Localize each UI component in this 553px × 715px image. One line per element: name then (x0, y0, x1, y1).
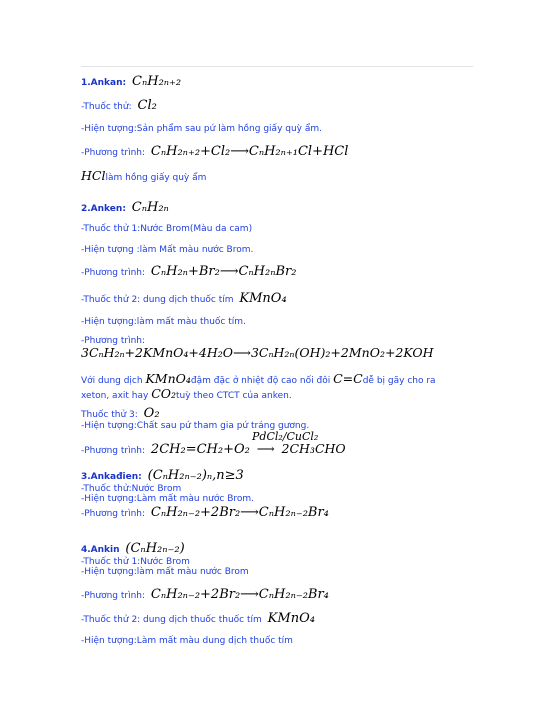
anken-phenomenon2: -Hiện tượng:làm mất màu thuốc tím. (81, 317, 246, 327)
ankan-reagent-line (81, 100, 157, 113)
anken-note-d: xeton, axit hay (81, 391, 149, 401)
ankan-equation: CₙH₂ₙ₊₂+Cl₂⟶CₙH₂ₙ₊₁Cl+HCl (150, 144, 349, 159)
ankadien-equation-line (81, 507, 329, 520)
anken-eq-label3: -Phương trình: (81, 446, 146, 456)
ankadien-formula: (CₙH₂ₙ₋₂)ₙ,n≥3 (147, 468, 244, 483)
anken-note-c: dễ bị gãy cho ra (362, 376, 436, 386)
ankadien-reagent: -Thuốc thử:Nước Brom (81, 484, 182, 494)
anken-phenomenon1: -Hiện tượng :làm Mất màu nước Brom. (81, 245, 254, 255)
anken-reagent3-line (81, 408, 160, 421)
anken-eq-label2: -Phương trình: (81, 336, 146, 346)
anken-note-formula: KMnO₄ (145, 371, 191, 386)
anken-note-co2: CO₂ (151, 386, 177, 401)
ankin-reagent2: -Thuốc thử 2: dung dịch thuốc thuốc tím (81, 615, 262, 625)
ankan-eq-label: -Phương trình: (81, 148, 146, 158)
ankin-heading (81, 543, 185, 556)
anken-title: 2.Anken (81, 204, 123, 214)
ankin-reagent2-line (81, 613, 315, 626)
ankin-equation-line (81, 589, 329, 602)
anken-equation2-line (81, 347, 434, 361)
anken-note-line2 (81, 388, 292, 402)
ankin-equation: CₙH₂ₙ₋₂+2Br₂⟶CₙH₂ₙ₋₂Br₄ (150, 587, 329, 602)
ankan-phenomenon: -Hiện tượng:Sản phẩm sau pứ làm hồng giấy quỳ ẩm. (81, 124, 323, 134)
top-divider (81, 66, 473, 67)
anken-reagent3: Thuốc thử 3: (81, 410, 138, 420)
ankan-formula: CₙH₂ₙ₊₂ (132, 74, 182, 89)
anken-equation3-right: 2CH₃CHO (281, 441, 346, 456)
ankadien-phenomenon: -Hiện tượng:Làm mất màu nước Brom. (81, 494, 255, 504)
anken-equation3-line (81, 443, 346, 457)
anken-equation3-left: 2CH₂=CH₂+O₂ (150, 442, 250, 457)
ankan-equation-line (81, 146, 348, 159)
anken-equation2: 3CₙH₂ₙ+2KMnO₄+4H₂O⟶3CₙH₂ₙ(OH)₂+2MnO₂+2KOH (81, 345, 434, 360)
anken-note-b: đậm đặc ở nhiệt độ cao nối đôi (190, 376, 331, 386)
anken-reagent2-formula: KMnO₄ (239, 291, 287, 306)
ankadien-equation: CₙH₂ₙ₋₂+2Br₂⟶CₙH₂ₙ₋₂Br₄ (150, 505, 329, 520)
ankan-reagent-label: -Thuốc thử: (81, 102, 132, 112)
anken-eq-label1: -Phương trình: (81, 268, 146, 278)
anken-equation1-line (81, 266, 296, 279)
ankin-phenomenon1: -Hiện tượng:làm mất màu nước Brom (81, 567, 249, 577)
anken-formula: CₙH₂ₙ (131, 200, 169, 215)
anken-note-cc: C=C (333, 371, 363, 386)
anken-reagent3-formula: O₂ (143, 406, 160, 421)
anken-note-line1 (81, 373, 436, 387)
anken-equation1: CₙH₂ₙ+Br₂⟶CₙH₂ₙBr₂ (150, 264, 297, 279)
ankin-reagent2-formula: KMnO₄ (267, 611, 315, 626)
anken-heading: 2.Anken: CₙH₂ₙ (81, 200, 169, 215)
anken-equation3-condition: PdCl₂/CuCl₂ (252, 430, 319, 443)
ankan-note: làm hồng giấy quỳ ẩm (105, 173, 207, 183)
anken-note-a: Với dung dịch (81, 376, 143, 386)
ankin-title: 4.Ankin (81, 545, 120, 555)
ankin-reagent1: -Thuốc thử 1:Nước Brom (81, 557, 190, 567)
ankin-formula: (CₙH₂ₙ₋₂) (125, 541, 185, 556)
ankan-title: 1.Ankan (81, 78, 123, 88)
anken-reagent1: -Thuốc thử 1:Nước Brom(Màu da cam) (81, 224, 253, 234)
ankadien-eq-label: -Phương trình: (81, 509, 146, 519)
anken-note-e: tuỳ theo CTCT của anken. (176, 391, 292, 401)
ankin-eq-label: -Phương trình: (81, 591, 146, 601)
ankin-phenomenon2: -Hiện tượng:Làm mất màu dung dịch thuốc tím (81, 636, 293, 646)
anken-reagent2: -Thuốc thử 2: dung dịch thuốc tím (81, 295, 234, 305)
ankan-heading: 1.Ankan: CₙH₂ₙ₊₂ (81, 74, 182, 89)
anken-reagent2-line (81, 293, 287, 306)
ankadien-heading: 3.Ankađien: (CₙH₂ₙ₋₂)ₙ,n≥3 (81, 468, 244, 483)
ankadien-title: 3.Ankađien (81, 472, 139, 482)
anken-equation3-arrow: ⟶ (256, 441, 275, 456)
ankan-reagent: Cl₂ (137, 98, 157, 113)
anken-phenomenon3: -Hiện tượng:Chất sau pứ tham gia pứ tráng gương. (81, 421, 310, 431)
ankan-note-formula: HCl (81, 168, 106, 183)
ankan-note-line (81, 170, 206, 184)
